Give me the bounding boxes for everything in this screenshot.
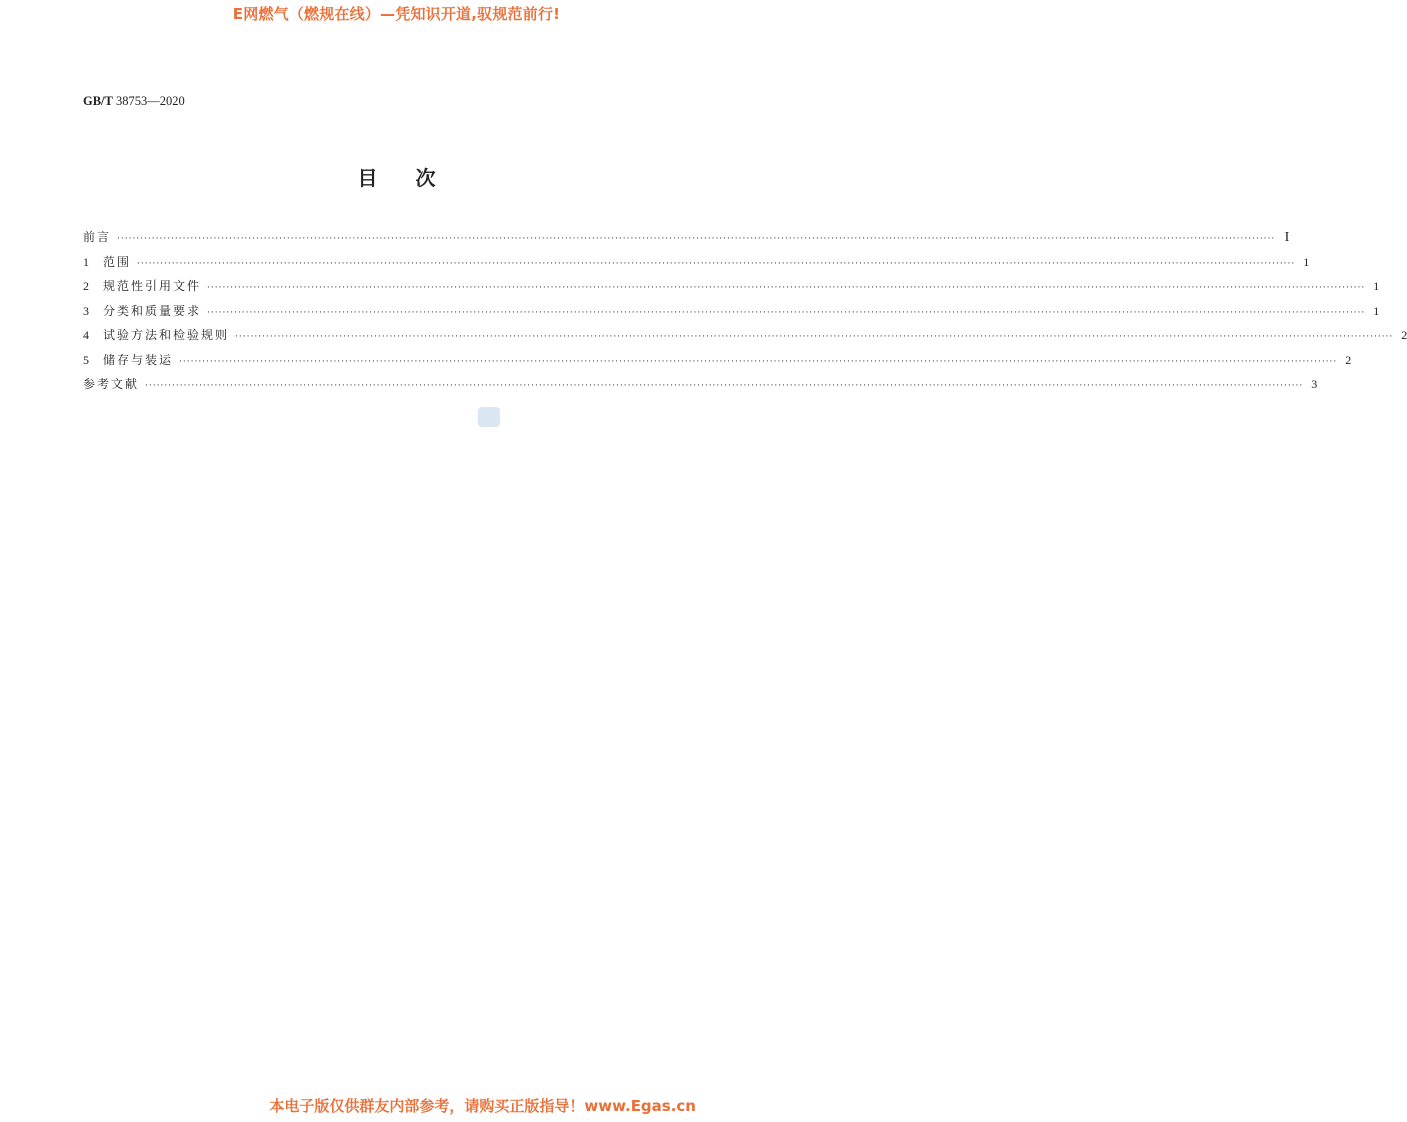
table-of-contents: [83, 228, 1407, 400]
toc-entry-page: 2: [1401, 328, 1407, 342]
watermark-logo-icon: [478, 407, 500, 427]
toc-entry-number: 1: [83, 254, 89, 269]
toc-entry-label: 前言: [83, 230, 112, 244]
toc-entry-classification[interactable]: [83, 302, 1380, 327]
toc-entry-foreword[interactable]: [83, 228, 1290, 253]
toc-entry-scope[interactable]: [83, 253, 1310, 278]
toc-leader-dots: ············································································································································································································································································································: [207, 307, 1366, 318]
toc-entry-test-methods[interactable]: [83, 326, 1407, 351]
toc-entry-page: 1: [1303, 254, 1310, 269]
toc-entry-page: 2: [1345, 352, 1352, 367]
toc-entry-bibliography[interactable]: [83, 375, 1318, 400]
toc-leader-dots: ············································································································································································································································································································: [179, 356, 1338, 367]
footer-banner: 本电子版仅供群友内部参考，请购买正版指导！www.Egas.cn: [269, 1097, 696, 1115]
toc-entry-page: 1: [1373, 303, 1380, 318]
toc-entry-number: 5: [83, 352, 89, 367]
toc-entry-page: 1: [1373, 279, 1380, 293]
toc-leader-dots: ············································································································································································································································································································: [117, 234, 1276, 244]
toc-leader-dots: ············································································································································································································································································································: [235, 332, 1394, 342]
toc-entry-label: 参考文献: [83, 377, 140, 391]
toc-entry-label: 范围: [103, 254, 132, 269]
toc-leader-dots: ············································································································································································································································································································: [137, 258, 1296, 269]
toc-entry-page: I: [1284, 230, 1290, 245]
toc-entry-number: 2: [83, 279, 89, 293]
toc-title: 目次: [357, 166, 474, 190]
toc-leader-dots: ············································································································································································································································································································: [207, 283, 1366, 293]
toc-entry-normative-references[interactable]: [83, 277, 1380, 302]
toc-entry-label: 分类和质量要求: [103, 303, 202, 318]
toc-entry-label: 试验方法和检验规则: [103, 328, 230, 342]
toc-entry-number: 3: [83, 303, 89, 318]
standard-number: 38753—2020: [116, 94, 185, 108]
header-banner: E网燃气（燃规在线）—凭知识开道,驭规范前行!: [232, 5, 561, 23]
standard-prefix: GB/T: [83, 94, 113, 108]
toc-entry-label: 规范性引用文件: [103, 279, 202, 293]
toc-entry-storage[interactable]: [83, 351, 1352, 376]
toc-entry-number: 4: [83, 328, 89, 342]
toc-leader-dots: ············································································································································································································································································································: [145, 381, 1304, 391]
standard-code: [83, 94, 185, 109]
toc-entry-label: 储存与装运: [103, 352, 174, 367]
toc-entry-page: 3: [1311, 377, 1318, 391]
